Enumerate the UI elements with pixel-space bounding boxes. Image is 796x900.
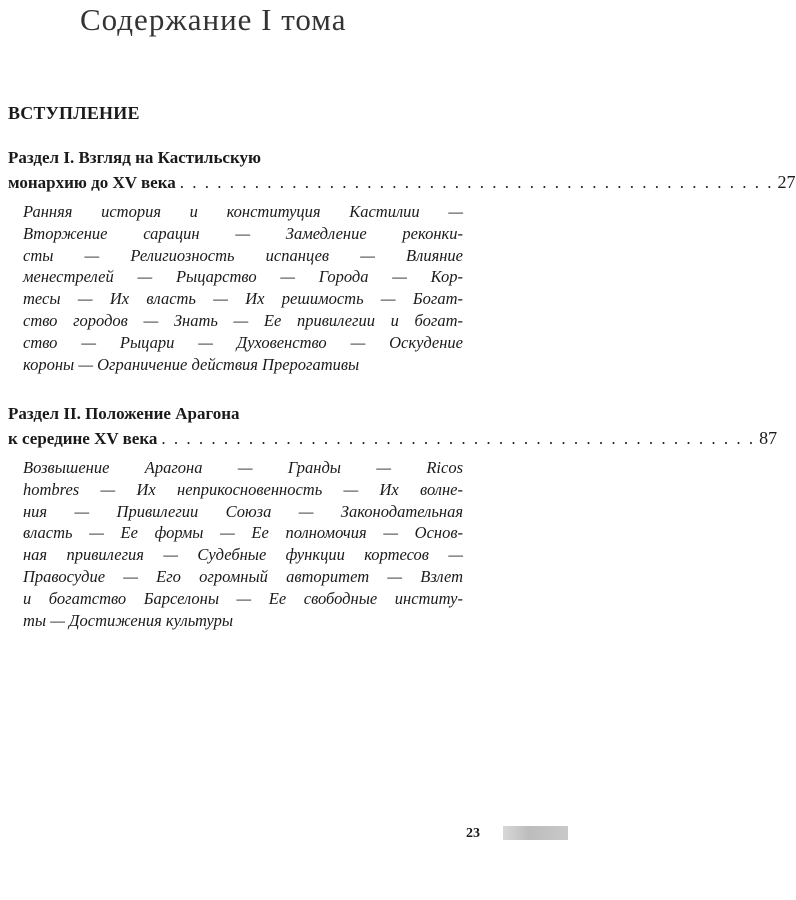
description-line: менестрелей — Рыцарство — Города — Кор- [23, 267, 463, 287]
description-line: и богатство Барселоны — Ее свободные институ- [23, 588, 463, 608]
section-heading-text: к середине XV века [8, 429, 158, 448]
section-description [23, 457, 463, 631]
description-line: ство городов — Знать — Ее привилегии и богат- [23, 310, 463, 330]
description-line: ты — Достижения культуры [23, 610, 234, 630]
section-heading-text: монархию до XV века [8, 173, 176, 192]
description-line: ство — Рыцари — Духовенство — Оскудение [23, 332, 463, 352]
section-heading-line: Раздел I. Взгляд на Кастильскую [8, 148, 262, 167]
section-heading-line [8, 426, 778, 451]
page-folio-number: 23 [466, 826, 480, 841]
section-heading-line: Раздел II. Положение Арагона [8, 404, 240, 423]
leader-dots: . . . . . . . . . . . . . . . . . . . . . . . . . . . . . . . . . . . . . . . . . . . . . . . . [179, 173, 774, 192]
leader-dots: . . . . . . . . . . . . . . . . . . . . . . . . . . . . . . . . . . . . . . . . . . . . . . . . [161, 429, 756, 448]
description-line: Возвышение Арагона — Гранды — Ricos [23, 458, 463, 477]
description-line: тесы — Их власть — Их решимость — Богат- [23, 289, 463, 309]
page-title: Содержание I тома [80, 2, 347, 37]
folio-decorative-bar [503, 826, 568, 840]
description-line: Ранняя история и конституция Кастилии — [23, 202, 463, 221]
description-line: Вторжение сарацин — Замедление реконки- [23, 223, 463, 243]
section-description [23, 201, 463, 375]
description-line: власть — Ее формы — Ее полномочия — Основ- [23, 523, 463, 543]
toc-entry-section-2 [8, 402, 778, 631]
description-line: ная привилегия — Судебные функции кортесов — [23, 545, 463, 565]
intro-heading: ВСТУПЛЕНИЕ [8, 103, 140, 123]
description-line: ния — Привилегии Союза — Законодательная [23, 501, 463, 521]
description-line: hombres — Их неприкосновенность — Их волне- [23, 479, 463, 499]
page-number: 87 [759, 428, 778, 448]
toc-entry-section-1 [8, 146, 796, 375]
page-number: 27 [777, 172, 796, 192]
description-line: Правосудие — Его огромный авторитет — Взлет [23, 566, 463, 586]
section-heading-line [8, 170, 796, 195]
description-line: сты — Религиозность испанцев — Влияние [23, 245, 463, 265]
description-line: короны — Ограничение действия Прерогативы [23, 354, 360, 374]
